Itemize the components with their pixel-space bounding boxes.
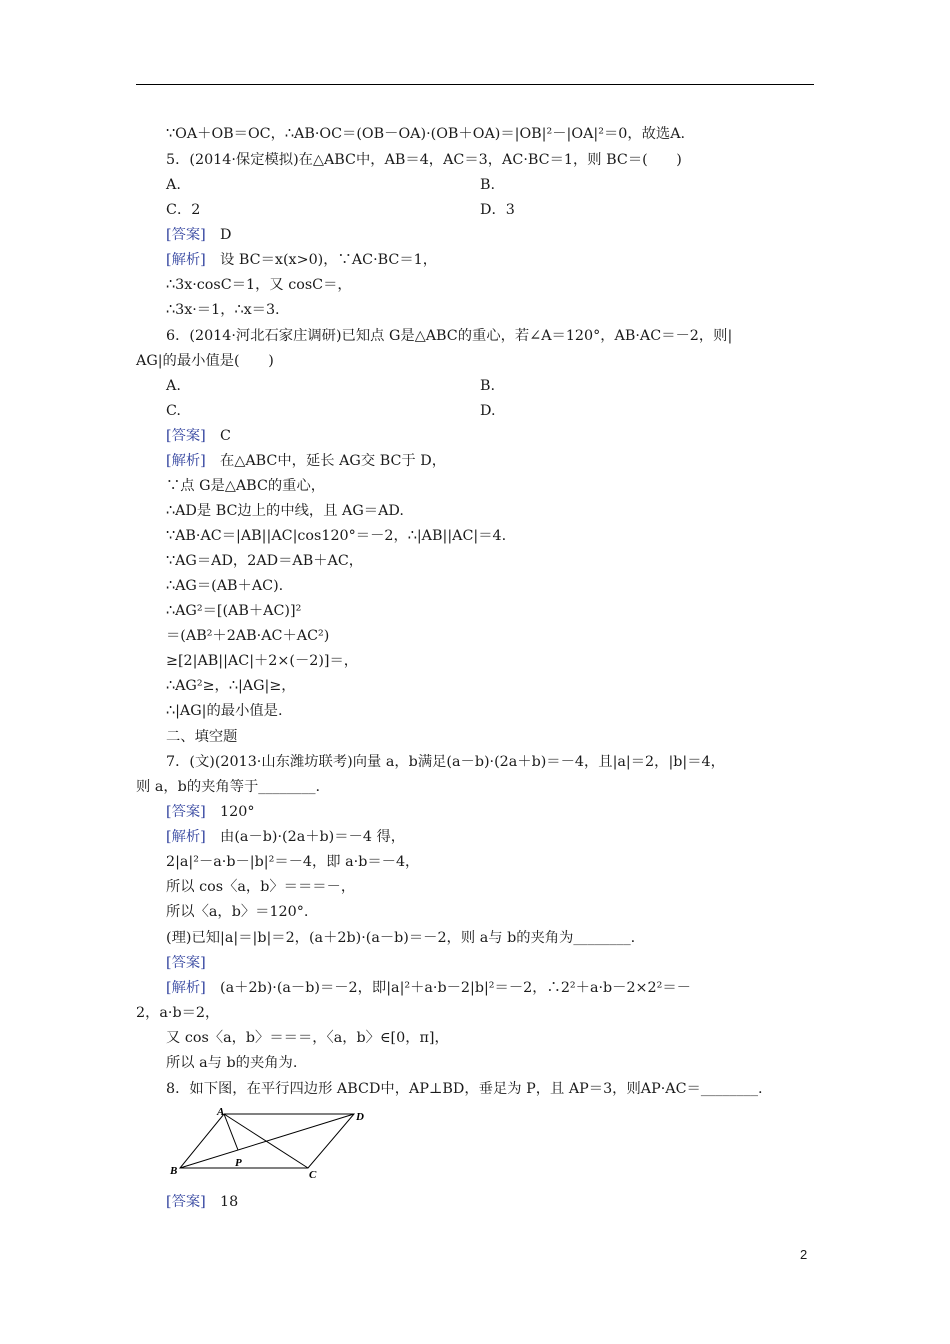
point-label-p: P bbox=[235, 1157, 242, 1169]
vertex-label-d: D bbox=[356, 1111, 364, 1123]
text-line: ∵点 G是△ABC的重心， bbox=[166, 478, 326, 494]
text-line: ∵AG＝AD，2AD＝AB＋AC， bbox=[166, 553, 364, 569]
page-number: 2 bbox=[800, 1247, 808, 1262]
analysis-text: 在△ABC中，延长 AG交 BC于 D， bbox=[205, 453, 447, 469]
text-line-1: ∵OA＋OB＝OC，∴AB·OC＝(OB－OA)·(OB＋OA)＝|OB|²－|OA|²＝0，故选A. bbox=[166, 126, 686, 142]
option-a: A. bbox=[166, 378, 181, 394]
analysis-tag: [解析] bbox=[166, 980, 206, 996]
text-line: ∴|AG|的最小值是. bbox=[166, 703, 283, 719]
text-line: 2|a|²－a·b－|b|²＝－4，即 a·b＝－4， bbox=[166, 854, 420, 870]
question-7-li: (理)已知|a|＝|b|＝2，(a＋2b)·(a－b)＝－2，则 a与 b的夹角为________. bbox=[166, 930, 636, 946]
analysis-line bbox=[166, 978, 691, 998]
answer-line bbox=[166, 802, 254, 822]
answer-value: C bbox=[205, 428, 231, 444]
segment-ap bbox=[224, 1114, 238, 1150]
text-line: ∴AG＝(AB＋AC). bbox=[166, 578, 284, 594]
answer-line bbox=[166, 953, 206, 973]
analysis-text: 由(a－b)·(2a＋b)＝－4 得， bbox=[205, 829, 406, 845]
text-line: 又 cos〈a，b〉＝＝＝，〈a，b〉∈[0，π]， bbox=[166, 1030, 449, 1046]
text-line: 所以〈a，b〉＝120°. bbox=[166, 904, 309, 920]
option-b: B. bbox=[480, 378, 496, 394]
text-line: ∵AB·AC＝|AB||AC|cos120°＝－2，∴|AB||AC|＝4. bbox=[166, 528, 507, 544]
question-6: 6．(2014·河北石家庄调研)已知点 G是△ABC的重心，若∠A＝120°，AB·AC＝－2，则| bbox=[166, 328, 733, 344]
question-8: 8．如下图，在平行四边形 ABCD中，AP⊥BD，垂足为 P，且 AP＝3，则AP·AC＝________. bbox=[166, 1081, 763, 1097]
answer-value: 120° bbox=[205, 804, 255, 820]
analysis-text: 设 BC＝x(x>0)，∵AC·BC＝1， bbox=[205, 252, 438, 268]
option-d: D．3 bbox=[480, 202, 515, 218]
vertex-label-a: A bbox=[217, 1106, 225, 1118]
diagonal-bd bbox=[180, 1114, 354, 1168]
answer-value: D bbox=[205, 227, 232, 243]
answer-value: 18 bbox=[205, 1194, 239, 1210]
vertex-label-b: B bbox=[170, 1165, 178, 1177]
text-line: ∴AG²≥，∴|AG|≥， bbox=[166, 678, 296, 694]
answer-tag: [答案] bbox=[166, 227, 206, 243]
answer-line bbox=[166, 1192, 238, 1212]
analysis-line bbox=[166, 827, 405, 847]
answer-tag: [答案] bbox=[166, 955, 206, 971]
analysis-line bbox=[166, 451, 446, 471]
question-5: 5．(2014·保定模拟)在△ABC中，AB＝4，AC＝3，AC·BC＝1，则 BC＝( ) bbox=[166, 152, 682, 168]
text-line: 所以 cos〈a，b〉＝＝＝－， bbox=[166, 879, 356, 895]
parallelogram-figure bbox=[166, 1104, 366, 1180]
option-c: C. bbox=[166, 403, 181, 419]
option-d: D. bbox=[480, 403, 496, 419]
vertex-label-c: C bbox=[309, 1169, 317, 1180]
analysis-text: (a＋2b)·(a－b)＝－2，即|a|²＋a·b－2|b|²＝－2，∴2²＋a·b－2×2²＝－ bbox=[205, 980, 691, 996]
text-line: 2，a·b＝2， bbox=[136, 1005, 220, 1021]
answer-line bbox=[166, 426, 231, 446]
question-7: 7．(文)(2013·山东潍坊联考)向量 a，b满足(a－b)·(2a＋b)＝－4，且|a|＝2，|b|＝4， bbox=[166, 754, 725, 770]
analysis-tag: [解析] bbox=[166, 829, 206, 845]
analysis-tag: [解析] bbox=[166, 252, 206, 268]
text-line: ≥[2|AB||AC|＋2×(－2)]＝， bbox=[166, 653, 359, 669]
text-line: ∴AD是 BC边上的中线，且 AG＝AD. bbox=[166, 503, 404, 519]
text-line: 所以 a与 b的夹角为. bbox=[166, 1055, 298, 1071]
text-line: ∴3x·＝1，∴x＝3. bbox=[166, 302, 280, 318]
answer-line bbox=[166, 225, 232, 245]
question-7-cont: 则 a，b的夹角等于________. bbox=[136, 779, 321, 795]
text-line: ∴3x·cosC＝1，又 cosC＝， bbox=[166, 277, 352, 293]
text-line: ∴AG²＝[(AB＋AC)]² bbox=[166, 603, 302, 619]
section-heading: 二、填空题 bbox=[166, 729, 238, 745]
analysis-tag: [解析] bbox=[166, 453, 206, 469]
option-a: A. bbox=[166, 177, 181, 193]
header-rule bbox=[136, 84, 814, 85]
analysis-line bbox=[166, 250, 437, 270]
question-6-cont: AG|的最小值是( ) bbox=[136, 353, 274, 369]
text-line: ＝(AB²＋2AB·AC＋AC²) bbox=[166, 628, 330, 644]
answer-tag: [答案] bbox=[166, 804, 206, 820]
answer-tag: [答案] bbox=[166, 1194, 206, 1210]
option-b: B. bbox=[480, 177, 496, 193]
option-c: C．2 bbox=[166, 202, 201, 218]
answer-tag: [答案] bbox=[166, 428, 206, 444]
